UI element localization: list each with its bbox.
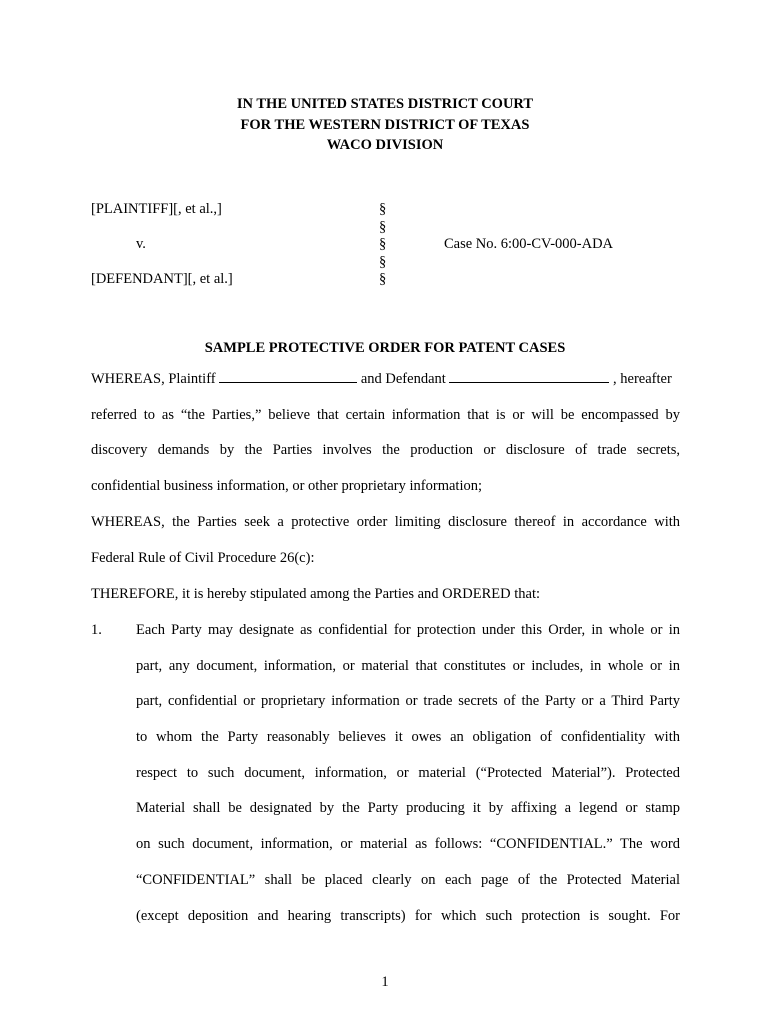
section-symbols <box>379 201 386 289</box>
plaintiff-blank[interactable] <box>219 370 357 383</box>
item-1-line: to whom the Party reasonably believes it owes an obligation of confidentiality with <box>136 729 680 745</box>
item-1-line: respect to such document, information, or material (“Protected Material”). Protected <box>136 765 680 781</box>
section-symbol: § <box>379 218 387 235</box>
whereas-1-line-2: referred to as “the Parties,” believe that certain information that is or will be encompassed by <box>91 407 680 423</box>
section-symbol: § <box>379 253 387 270</box>
item-1-line: part, any document, information, or material that constitutes or includes, in whole or in <box>136 658 680 674</box>
court-name: IN THE UNITED STATES DISTRICT COURT <box>236 96 534 112</box>
item-1-line: “CONFIDENTIAL” shall be placed clearly on each page of the Protected Material <box>136 872 680 888</box>
whereas-plaintiff-text: WHEREAS, Plaintiff <box>91 371 216 387</box>
court-division: WACO DIVISION <box>326 137 444 153</box>
defendant-name: [DEFENDANT][, et al.] <box>91 271 233 287</box>
whereas-2-line-1: WHEREAS, the Parties seek a protective order limiting disclosure thereof in accordance with <box>91 514 680 530</box>
defendant-blank[interactable] <box>449 370 609 383</box>
page-number: 1 <box>381 974 389 990</box>
therefore-clause: THEREFORE, it is hereby stipulated among the Parties and ORDERED that: <box>91 586 541 602</box>
whereas-1-line-3: discovery demands by the Parties involves the production or disclosure of trade secrets, <box>91 442 680 458</box>
plaintiff-name: [PLAINTIFF][, et al.,] <box>91 201 222 217</box>
whereas-2-line-2: Federal Rule of Civil Procedure 26(c): <box>91 550 315 566</box>
section-symbol: § <box>379 201 387 217</box>
whereas-hereafter-text: , hereafter <box>613 371 672 387</box>
item-1-line: (except deposition and hearing transcripts) for which such protection is sought. For <box>136 908 680 924</box>
court-header <box>0 94 770 156</box>
item-1-line: Material shall be designated by the Party producing it by affixing a legend or stamp <box>136 800 680 816</box>
whereas-1-line-1 <box>91 370 680 388</box>
court-district: FOR THE WESTERN DISTRICT OF TEXAS <box>240 116 530 133</box>
item-1-line: part, confidential or proprietary information or trade secrets of the Party or a Third Party <box>136 693 680 709</box>
versus-label: v. <box>136 236 146 252</box>
item-1-line: on such document, information, or material as follows: “CONFIDENTIAL.” The word <box>136 836 680 852</box>
whereas-defendant-text: and Defendant <box>360 371 446 387</box>
section-symbol: § <box>379 236 387 252</box>
document-title: SAMPLE PROTECTIVE ORDER FOR PATENT CASES <box>204 340 566 356</box>
whereas-1-line-4: confidential business information, or other proprietary information; <box>91 478 482 494</box>
item-1-line: Each Party may designate as confidential for protection under this Order, in whole or in <box>136 622 680 638</box>
case-number: Case No. 6:00-CV-000-ADA <box>444 236 614 252</box>
section-symbol: § <box>379 271 387 287</box>
item-number: 1. <box>91 622 102 638</box>
